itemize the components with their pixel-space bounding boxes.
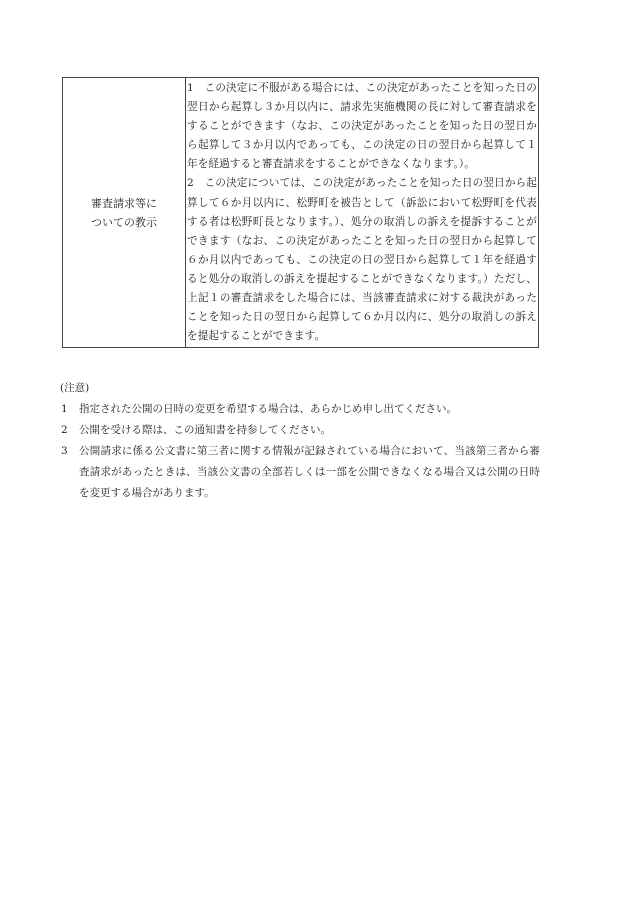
note-text: 公開を受ける際は、この通知書を持参してください。 xyxy=(79,424,331,436)
appeal-notice-table xyxy=(62,77,539,348)
note-text: 公開請求に係る公文書に第三者に関する情報が記録されている場合において、当該第三者から審査請求があったときは、当該公文書の全部若しくは一部を公開できなくなる場合又は公開の日時を変更する場合があります。 xyxy=(79,445,540,499)
note-number: 1 xyxy=(61,403,68,415)
note-item-3 xyxy=(60,441,540,504)
appeal-paragraph-1: 1 この決定に不服がある場合には、この決定があったことを知った日の翌日から起算し３か月以内に、請求先実施機関の長に対して審査請求をすることができます（なお、この決定があったことを知った日の翌日から起算して３か月以内であっても、この決定の日の翌日から起算して１年を経過すると審査請求をすることができなくなります。）。 xyxy=(187,82,537,171)
note-number: 2 xyxy=(61,424,68,436)
notes-heading: (注意) xyxy=(60,382,90,394)
note-item-2 xyxy=(60,420,540,441)
note-item-1 xyxy=(60,399,540,420)
appeal-label-line-1: 審査請求等に xyxy=(91,196,157,210)
appeal-paragraph-2: 2 この決定については、この決定があったことを知った日の翌日から起算して６か月以内に、松野町を被告として（訴訟において松野町を代表する者は松野町長となります。）、処分の取消しの訴えを提訴することができます（なお、この決定があったことを知った日の翌日から起算して６か月以内であっても、この決定の日の翌日から起算して１年を経過すると処分の取消しの訴えを提起することができなくなります。）ただし、上記１の審査請求をした場合には、当該審査請求に対する裁決があったことを知った日の翌日から起算して６か月以内に、処分の取消しの訴えを提起することができます。 xyxy=(187,177,537,343)
appeal-label-line-2: ついての教示 xyxy=(91,215,157,229)
appeal-content-cell xyxy=(186,78,539,348)
table-row xyxy=(63,78,539,348)
note-number: 3 xyxy=(61,445,68,457)
notes-section xyxy=(60,378,540,504)
note-text: 指定された公開の日時の変更を希望する場合は、あらかじめ申し出てください。 xyxy=(79,403,457,415)
appeal-label-cell xyxy=(63,78,186,348)
